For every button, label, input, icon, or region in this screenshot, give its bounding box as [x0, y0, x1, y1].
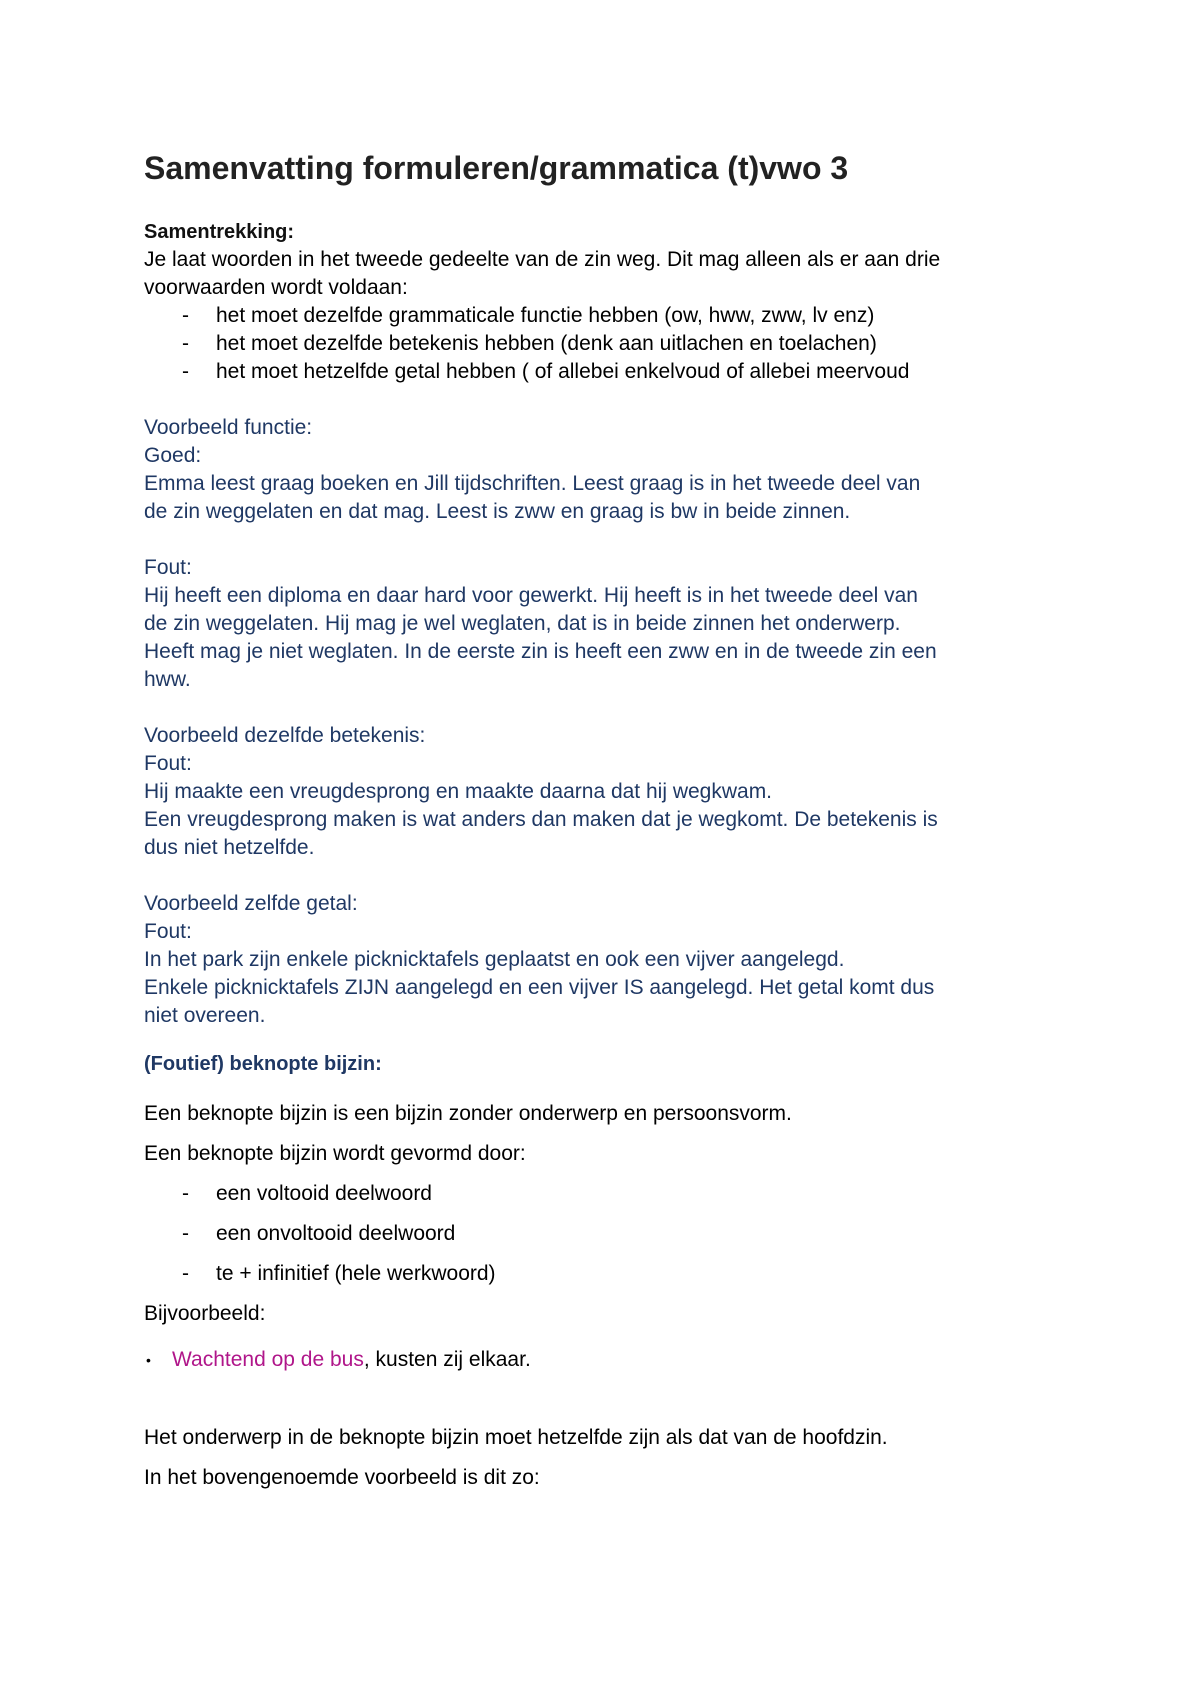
- form-text: een onvoltooid deelwoord: [216, 1222, 456, 1245]
- voorbeeld-betekenis-block: [144, 722, 1064, 862]
- closing-line-2: In het bovengenoemde voorbeeld is dit zo:: [144, 1466, 540, 1489]
- voorbeeld-betekenis-label: Voorbeeld dezelfde betekenis:: [144, 724, 426, 747]
- fout-line-3: Heeft mag je niet weglaten. In de eerste zin is heeft een zww en in de tweede zin een: [144, 640, 937, 663]
- dash-marker: -: [182, 360, 189, 383]
- form-text: een voltooid deelwoord: [216, 1182, 432, 1205]
- dash-marker: -: [182, 1182, 189, 1205]
- document-title: Samenvatting formuleren/grammatica (t)vwo 3: [144, 150, 849, 186]
- samentrekking-heading: Samentrekking:: [144, 221, 295, 243]
- fout-label: Fout:: [144, 752, 192, 775]
- samentrekking-intro-line-2: voorwaarden wordt voldaan:: [144, 276, 408, 299]
- dash-marker: -: [182, 332, 189, 355]
- samentrekking-intro-line-1: Je laat woorden in het tweede gedeelte van de zin weg. Dit mag alleen als er aan drie: [144, 248, 941, 271]
- beknopte-forms-list: [144, 1174, 1064, 1294]
- list-item: [144, 1174, 1064, 1214]
- betekenis-line-1: Hij maakte een vreugdesprong en maakte daarna dat hij wegkwam.: [144, 780, 773, 803]
- list-item: [144, 302, 1064, 330]
- list-item: [144, 330, 1064, 358]
- getal-line-1: In het park zijn enkele picknicktafels geplaatst en ook een vijver aangelegd.: [144, 948, 845, 971]
- document-page: [144, 148, 1064, 1498]
- goed-label: Goed:: [144, 444, 202, 467]
- voorbeeld-getal-label: Voorbeeld zelfde getal:: [144, 892, 358, 915]
- condition-text: het moet hetzelfde getal hebben ( of allebei enkelvoud of allebei meervoud: [216, 360, 910, 383]
- list-item: [144, 358, 1064, 386]
- fout-label: Fout:: [144, 920, 192, 943]
- condition-text: het moet dezelfde betekenis hebben (denk aan uitlachen en toelachen): [216, 332, 877, 355]
- samentrekking-conditions-list: [144, 302, 1064, 386]
- fout-line-2: de zin weggelaten. Hij mag je wel weglaten, dat is in beide zinnen het onderwerp.: [144, 612, 901, 635]
- example-label: Bijvoorbeeld:: [144, 1302, 266, 1325]
- fout-label: Fout:: [144, 556, 192, 579]
- dash-marker: -: [182, 304, 189, 327]
- condition-text: het moet dezelfde grammaticale functie hebben (ow, hww, zww, lv enz): [216, 304, 875, 327]
- betekenis-line-2: Een vreugdesprong maken is wat anders dan maken dat je wegkomt. De betekenis is: [144, 808, 938, 831]
- voorbeeld-functie-block: [144, 414, 1064, 694]
- voorbeeld-getal-block: [144, 890, 1064, 1030]
- fout-line-4: hww.: [144, 668, 191, 691]
- getal-line-2: Enkele picknicktafels ZIJN aangelegd en een vijver IS aangelegd. Het getal komt dus: [144, 976, 935, 999]
- voorbeeld-functie-label: Voorbeeld functie:: [144, 416, 313, 439]
- dash-marker: -: [182, 1222, 189, 1245]
- fout-line-1: Hij heeft een diploma en daar hard voor gewerkt. Hij heeft is in het tweede deel van: [144, 584, 918, 607]
- betekenis-line-3: dus niet hetzelfde.: [144, 836, 315, 859]
- bullet-marker: •: [146, 1352, 151, 1368]
- list-item: [144, 1254, 1064, 1294]
- closing-line-1: Het onderwerp in de beknopte bijzin moet hetzelfde zijn als dat van de hoofdzin.: [144, 1426, 888, 1449]
- goed-line-1: Emma leest graag boeken en Jill tijdschriften. Leest graag is in het tweede deel van: [144, 472, 921, 495]
- list-item: [144, 1214, 1064, 1254]
- example-bullet-item: [144, 1346, 1064, 1374]
- form-text: te + infinitief (hele werkwoord): [216, 1262, 496, 1285]
- goed-line-2: de zin weggelaten en dat mag. Leest is zww en graag is bw in beide zinnen.: [144, 500, 851, 523]
- beknopte-bijzin-line-2: Een beknopte bijzin wordt gevormd door:: [144, 1142, 526, 1165]
- example-rest: , kusten zij elkaar.: [363, 1348, 531, 1371]
- dash-marker: -: [182, 1262, 189, 1285]
- beknopte-bijzin-line-1: Een beknopte bijzin is een bijzin zonder onderwerp en persoonsvorm.: [144, 1102, 792, 1125]
- beknopte-bijzin-heading: (Foutief) beknopte bijzin:: [144, 1053, 382, 1075]
- example-highlight: Wachtend op de bus: [172, 1348, 364, 1371]
- getal-line-3: niet overeen.: [144, 1004, 266, 1027]
